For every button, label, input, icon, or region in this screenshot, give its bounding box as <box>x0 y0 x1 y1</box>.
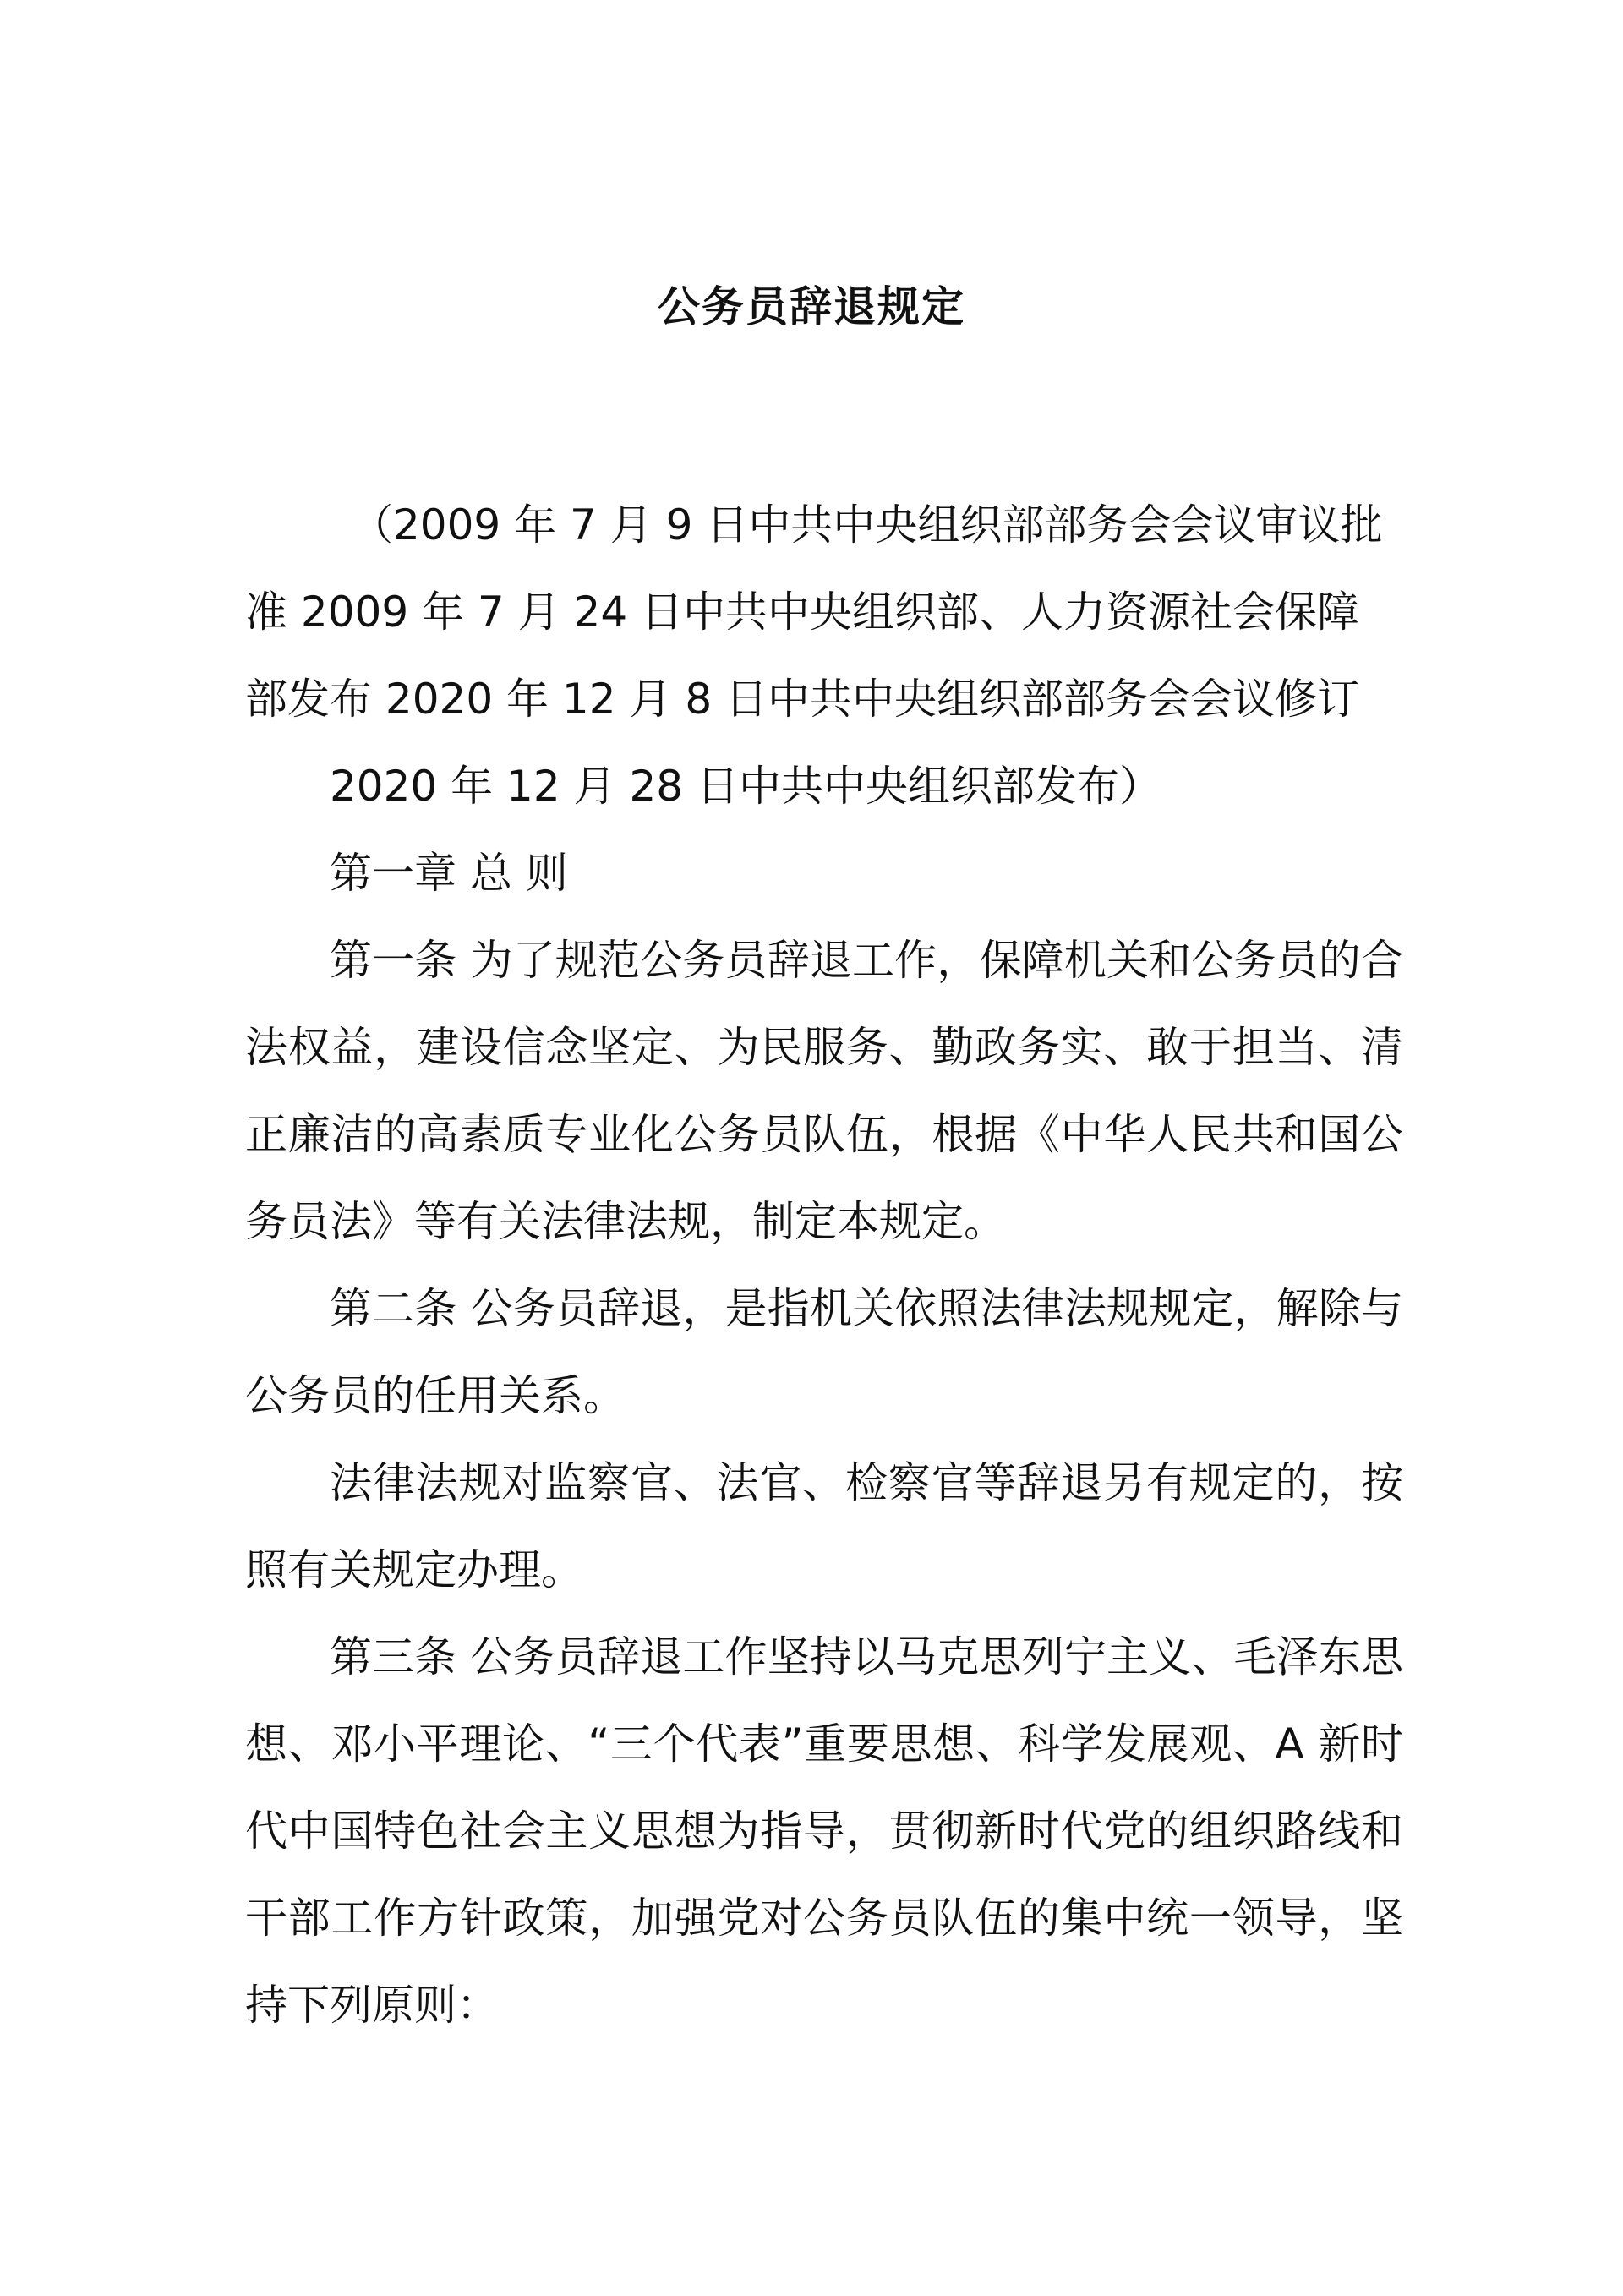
chapter-heading: 第一章 总 则 <box>330 849 568 898</box>
article-2-paragraph-2: 法律法规对监察官、法官、检察官等辞退另有规定的，按照有关规定办理。 <box>245 1458 1403 1594</box>
publication-note-line-1: （2009 年 7 月 9 日中共中央组织部部务会会议审议批 <box>351 500 1383 549</box>
article-3: 第三条 公务员辞退工作坚持以马克思列宁主义、毛泽东思想、邓小平理论、“三个代表”重要思想、科学发展观、A 新时代中国特色社会主义思想为指导，贯彻新时代党的组织路线和干部工作方针政策，加强党对公务员队伍的集中统一领导，坚持下列原则： <box>245 1632 1403 2030</box>
document-body <box>245 482 1403 2049</box>
document-title: 公务员辞退规定 <box>658 282 965 331</box>
article-2: 第二条 公务员辞退，是指机关依照法律法规规定，解除与公务员的任用关系。 <box>245 1284 1403 1420</box>
publication-note-line-3: 部发布 2020 年 12 月 8 日中共中央组织部部务会会议修订 <box>245 675 1360 724</box>
article-1: 第一条 为了规范公务员辞退工作，保障机关和公务员的合法权益，建设信念坚定、为民服务、勤政务实、敢于担当、清正廉洁的高素质专业化公务员队伍，根据《中华人民共和国公务员法》等有关法律法规，制定本规定。 <box>245 936 1403 1246</box>
publication-note-line-2: 准 2009 年 7 月 24 日中共中央组织部、人力资源社会保障 <box>245 588 1360 637</box>
publication-note-line-4: 2020 年 12 月 28 日中共中央组织部发布） <box>330 762 1161 811</box>
